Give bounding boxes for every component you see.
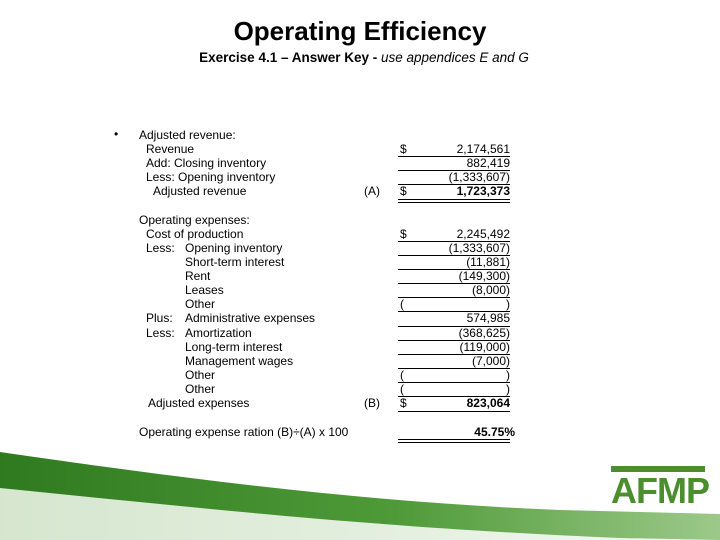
subtitle-main: Exercise 4.1 – Answer Key - [199,50,381,65]
underline [398,411,510,412]
open-paren: ( [400,368,404,382]
revenue-heading: Adjusted revenue: [139,128,236,142]
opening-inventory-value: (1,333,607) [448,170,510,184]
underline [398,340,510,341]
underline [398,184,510,185]
open-paren: ( [400,297,404,311]
underline [398,311,510,312]
underline [398,326,510,327]
dollar-sign: $ [400,184,407,198]
closing-inventory-value: 882,419 [466,156,510,170]
expenses-heading: Operating expenses: [139,213,250,227]
underline [398,354,510,355]
underline [398,255,510,256]
expense-item: Long-term interest [185,340,283,354]
dollar-sign: $ [400,227,407,241]
underline [398,297,510,298]
ratio-value: 45.75% [474,425,515,439]
closing-inventory-line: Add: Closing inventory [146,156,267,170]
underline [398,170,510,171]
marker-b: (B) [364,396,380,410]
expense-value: (7,000) [471,354,510,368]
subtitle-note: use appendices E and G [381,50,529,65]
adjusted-revenue-label: Adjusted revenue [153,184,247,198]
cost-of-production-label: Cost of production [146,227,244,241]
open-paren: ( [400,382,404,396]
expense-value: ) [506,368,510,382]
underline [398,368,510,369]
underline [398,382,510,383]
subtitle [0,50,720,65]
expense-item: Other [185,297,216,311]
expense-value: 2,245,492 [456,227,510,241]
expense-value: (119,000) [459,340,510,354]
less-label: Less: [146,241,175,255]
expense-value: (368,625) [458,326,510,340]
underline [398,283,510,284]
underline [398,241,510,242]
adjusted-expenses-label: Adjusted expenses [148,396,250,410]
expense-item: Other [185,368,216,382]
dollar-sign: $ [400,142,407,156]
adjusted-expenses-value: 823,064 [466,396,510,410]
double-underline [398,439,510,440]
expense-value: (149,300) [458,269,510,283]
afmp-logo: AFMP [611,470,709,511]
revenue-line: Revenue [146,142,195,156]
adjusted-revenue-value: 1,723,373 [456,184,510,198]
bullet: • [114,127,119,141]
dollar-sign: $ [400,396,407,410]
expense-item: Leases [185,283,224,297]
underline [398,396,510,397]
expense-item: Amortization [185,326,252,340]
expense-value: ) [506,382,510,396]
expense-item: Administrative expenses [185,311,316,325]
expense-value: (11,881) [466,255,510,269]
expense-value: (1,333,607) [448,241,510,255]
expense-value: ) [506,297,510,311]
marker-a: (A) [364,184,380,198]
underline [398,156,510,157]
ratio-label: Operating expense ration (B)÷(A) x 100 [139,425,349,439]
expense-item: Other [185,382,216,396]
double-underline [398,202,510,203]
page-title: Operating Efficiency [233,16,487,46]
expense-value: (8,000) [471,283,510,297]
expense-item: Short-term interest [185,255,285,269]
expense-value: 574,985 [466,311,510,325]
underline [398,269,510,270]
double-underline [398,199,510,200]
opening-inventory-line: Less: Opening inventory [146,170,276,184]
double-underline [398,442,510,443]
plus-label: Plus: [146,311,173,325]
less-label: Less: [146,326,175,340]
expense-item: Rent [185,269,211,283]
revenue-value: 2,174,561 [456,142,510,156]
expense-item: Management wages [185,354,294,368]
expense-item: Opening inventory [185,241,283,255]
